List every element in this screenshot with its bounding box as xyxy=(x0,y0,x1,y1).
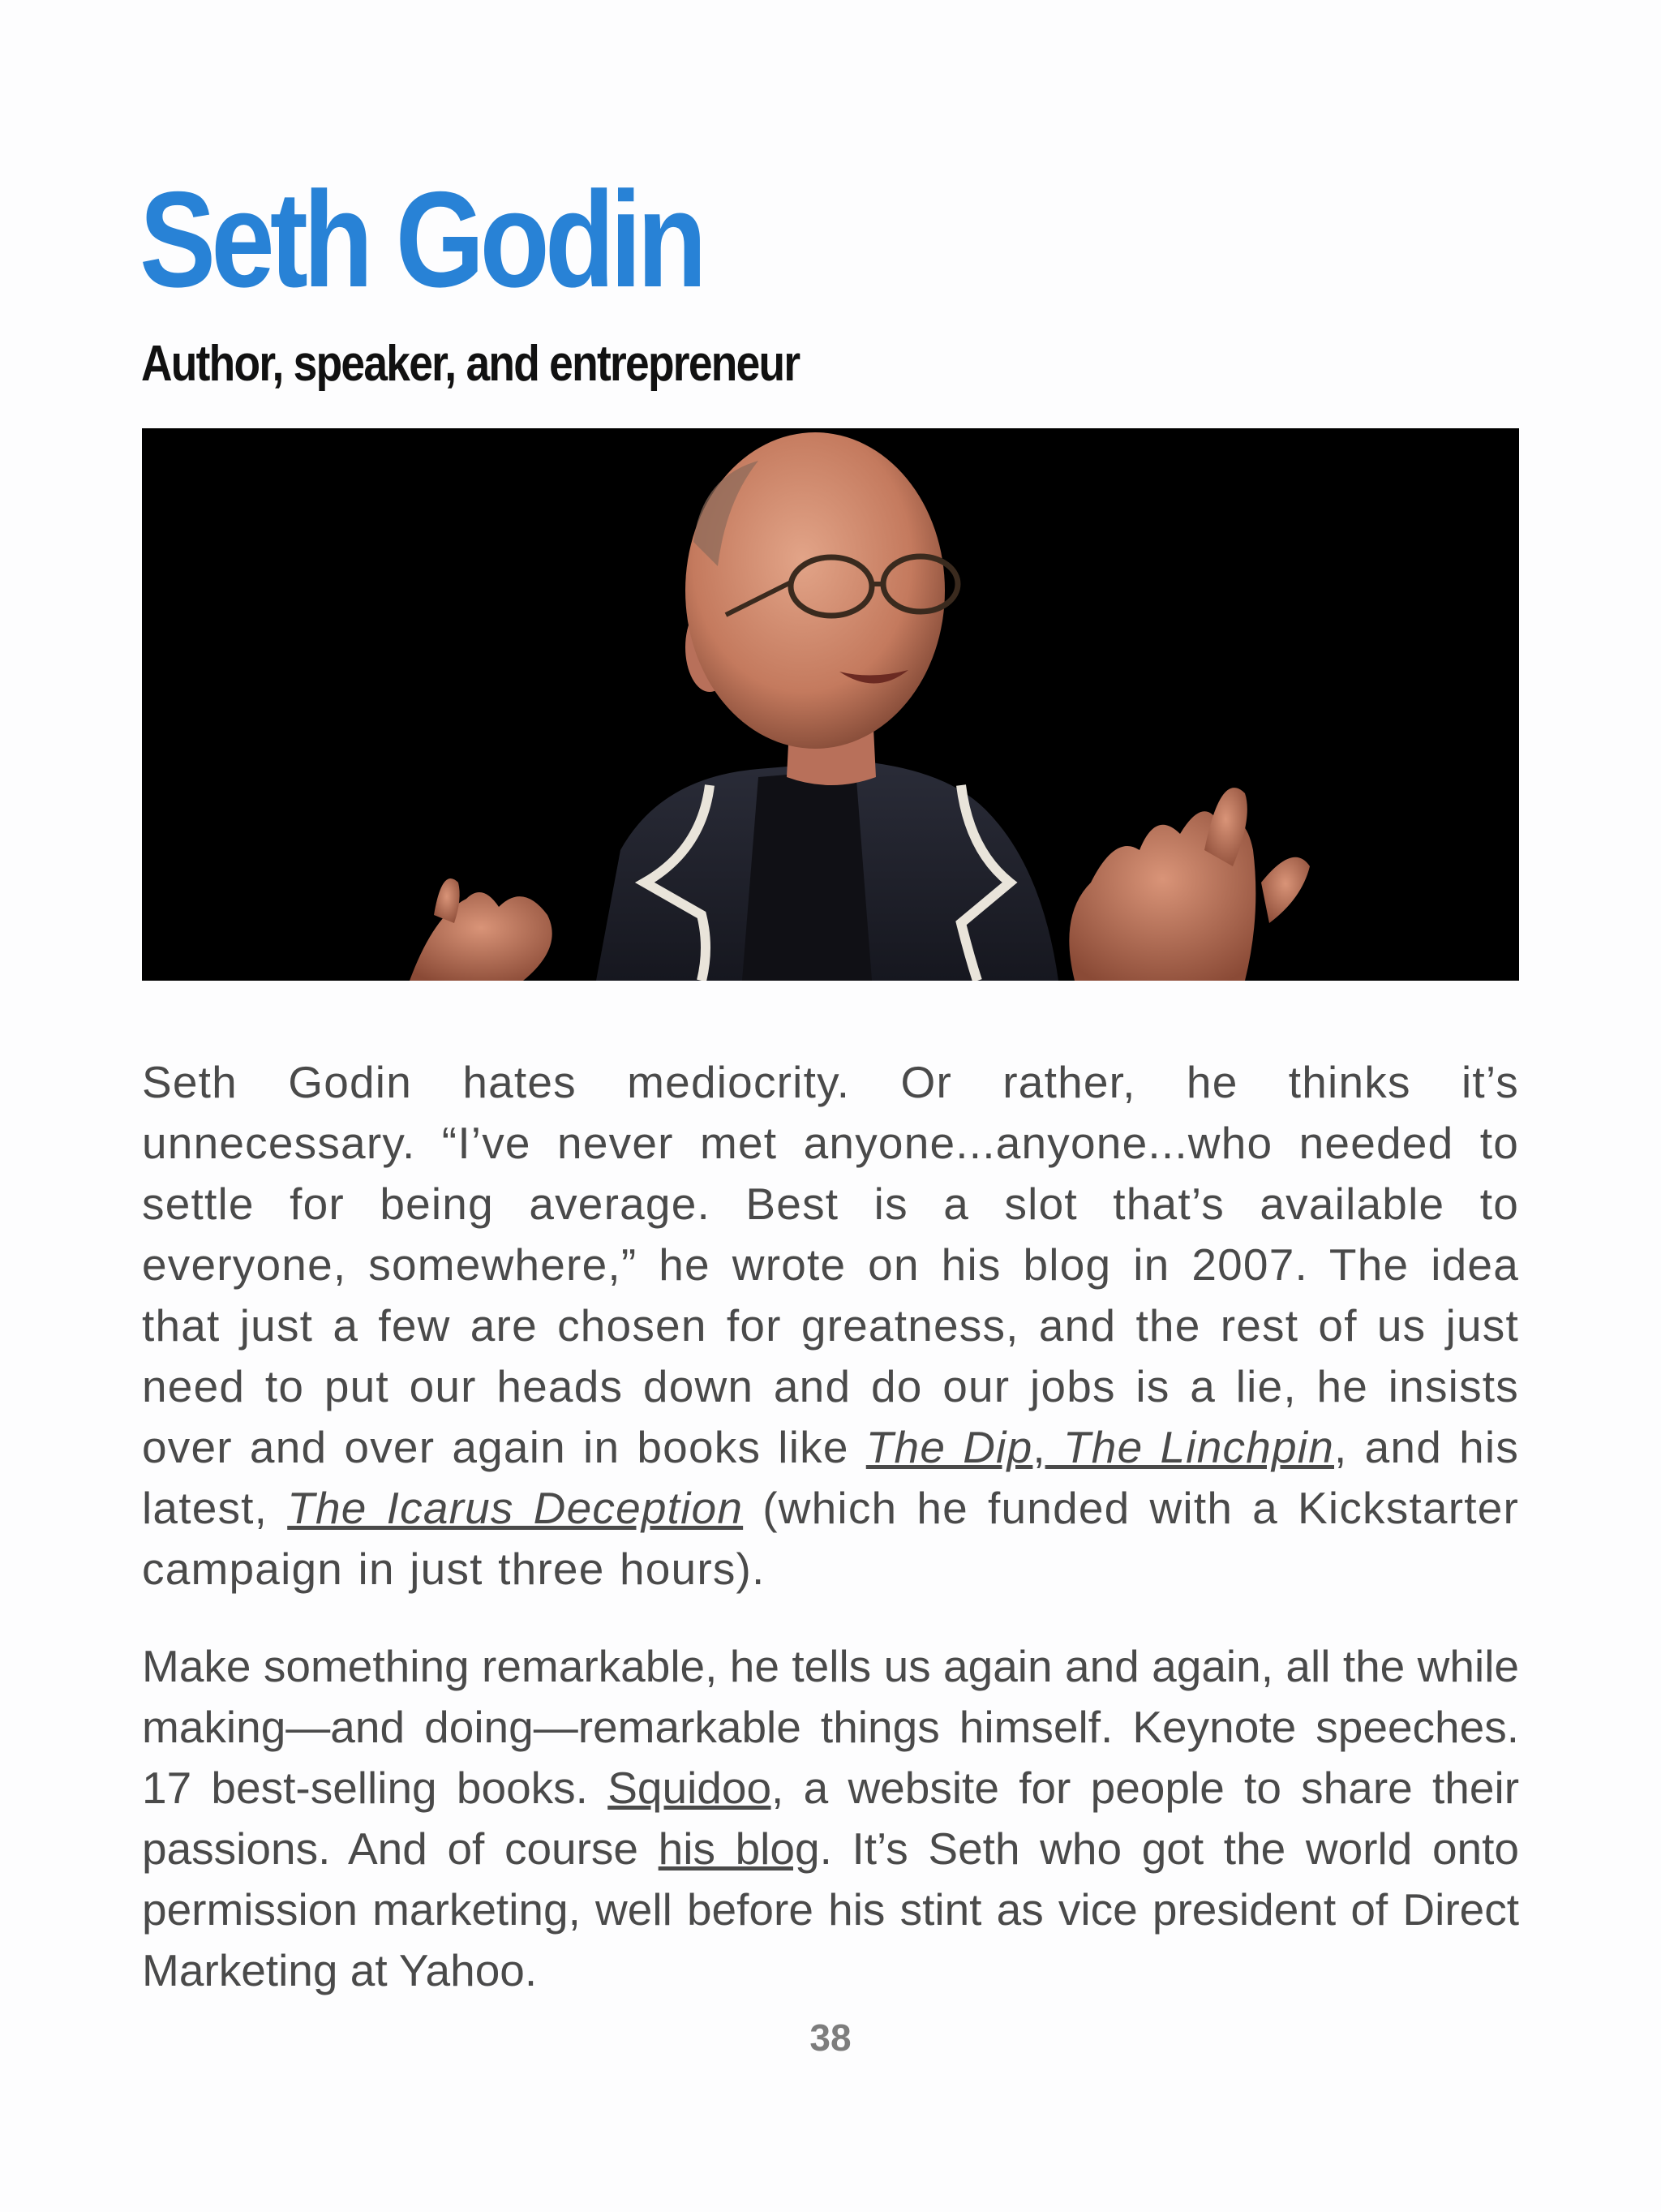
paragraph-2-text-b: a website for people to share their passions. And of course xyxy=(142,1763,1520,1874)
paragraph-2-text-a: Make something remarkable, he tells us again and again, all the while making—and doing—remarkable things himself. Keynote speeches. 17 best-selling books. xyxy=(142,1641,1519,1813)
link-squidoo[interactable]: Squidoo, xyxy=(607,1763,784,1813)
page-title: Seth Godin xyxy=(139,163,702,316)
paragraph-1 xyxy=(142,1052,1519,1600)
link-the-icarus-deception[interactable]: The Icarus Deception xyxy=(287,1483,744,1533)
link-the-dip[interactable]: The Dip xyxy=(865,1422,1033,1472)
portrait-photo xyxy=(142,428,1519,981)
paragraph-1-text-a: Seth Godin hates mediocrity. Or rather, he thinks it’s unnecessary. “I’ve never met anyone...anyone...who needed to settle for being average. Best is a slot that’s available to everyone, somewhere,” he wrote on his blog in 2007. The idea that just a few are chosen for greatness, and the rest of us just need to put our heads down and do our jobs is a lie, he insists over and over again in books like xyxy=(142,1057,1519,1472)
link-his-blog[interactable]: his blog xyxy=(658,1823,820,1874)
paragraph-1-text-b: , and his latest, xyxy=(142,1422,1520,1533)
paragraph-2 xyxy=(142,1636,1519,2001)
link-the-linchpin[interactable]: The Linchpin xyxy=(1045,1422,1334,1472)
page-subtitle: Author, speaker, and entrepreneur xyxy=(141,336,800,392)
paragraph-2-text-c: . It’s Seth who got the world onto permission marketing, well before his stint as vice president of Direct Marketing at Yahoo. xyxy=(142,1823,1519,1995)
page-number: 38 xyxy=(809,2017,852,2059)
link-separator[interactable]: , xyxy=(1032,1422,1046,1472)
paragraph-1-text-c: (which he funded with a Kickstarter campaign in just three hours). xyxy=(142,1483,1519,1594)
